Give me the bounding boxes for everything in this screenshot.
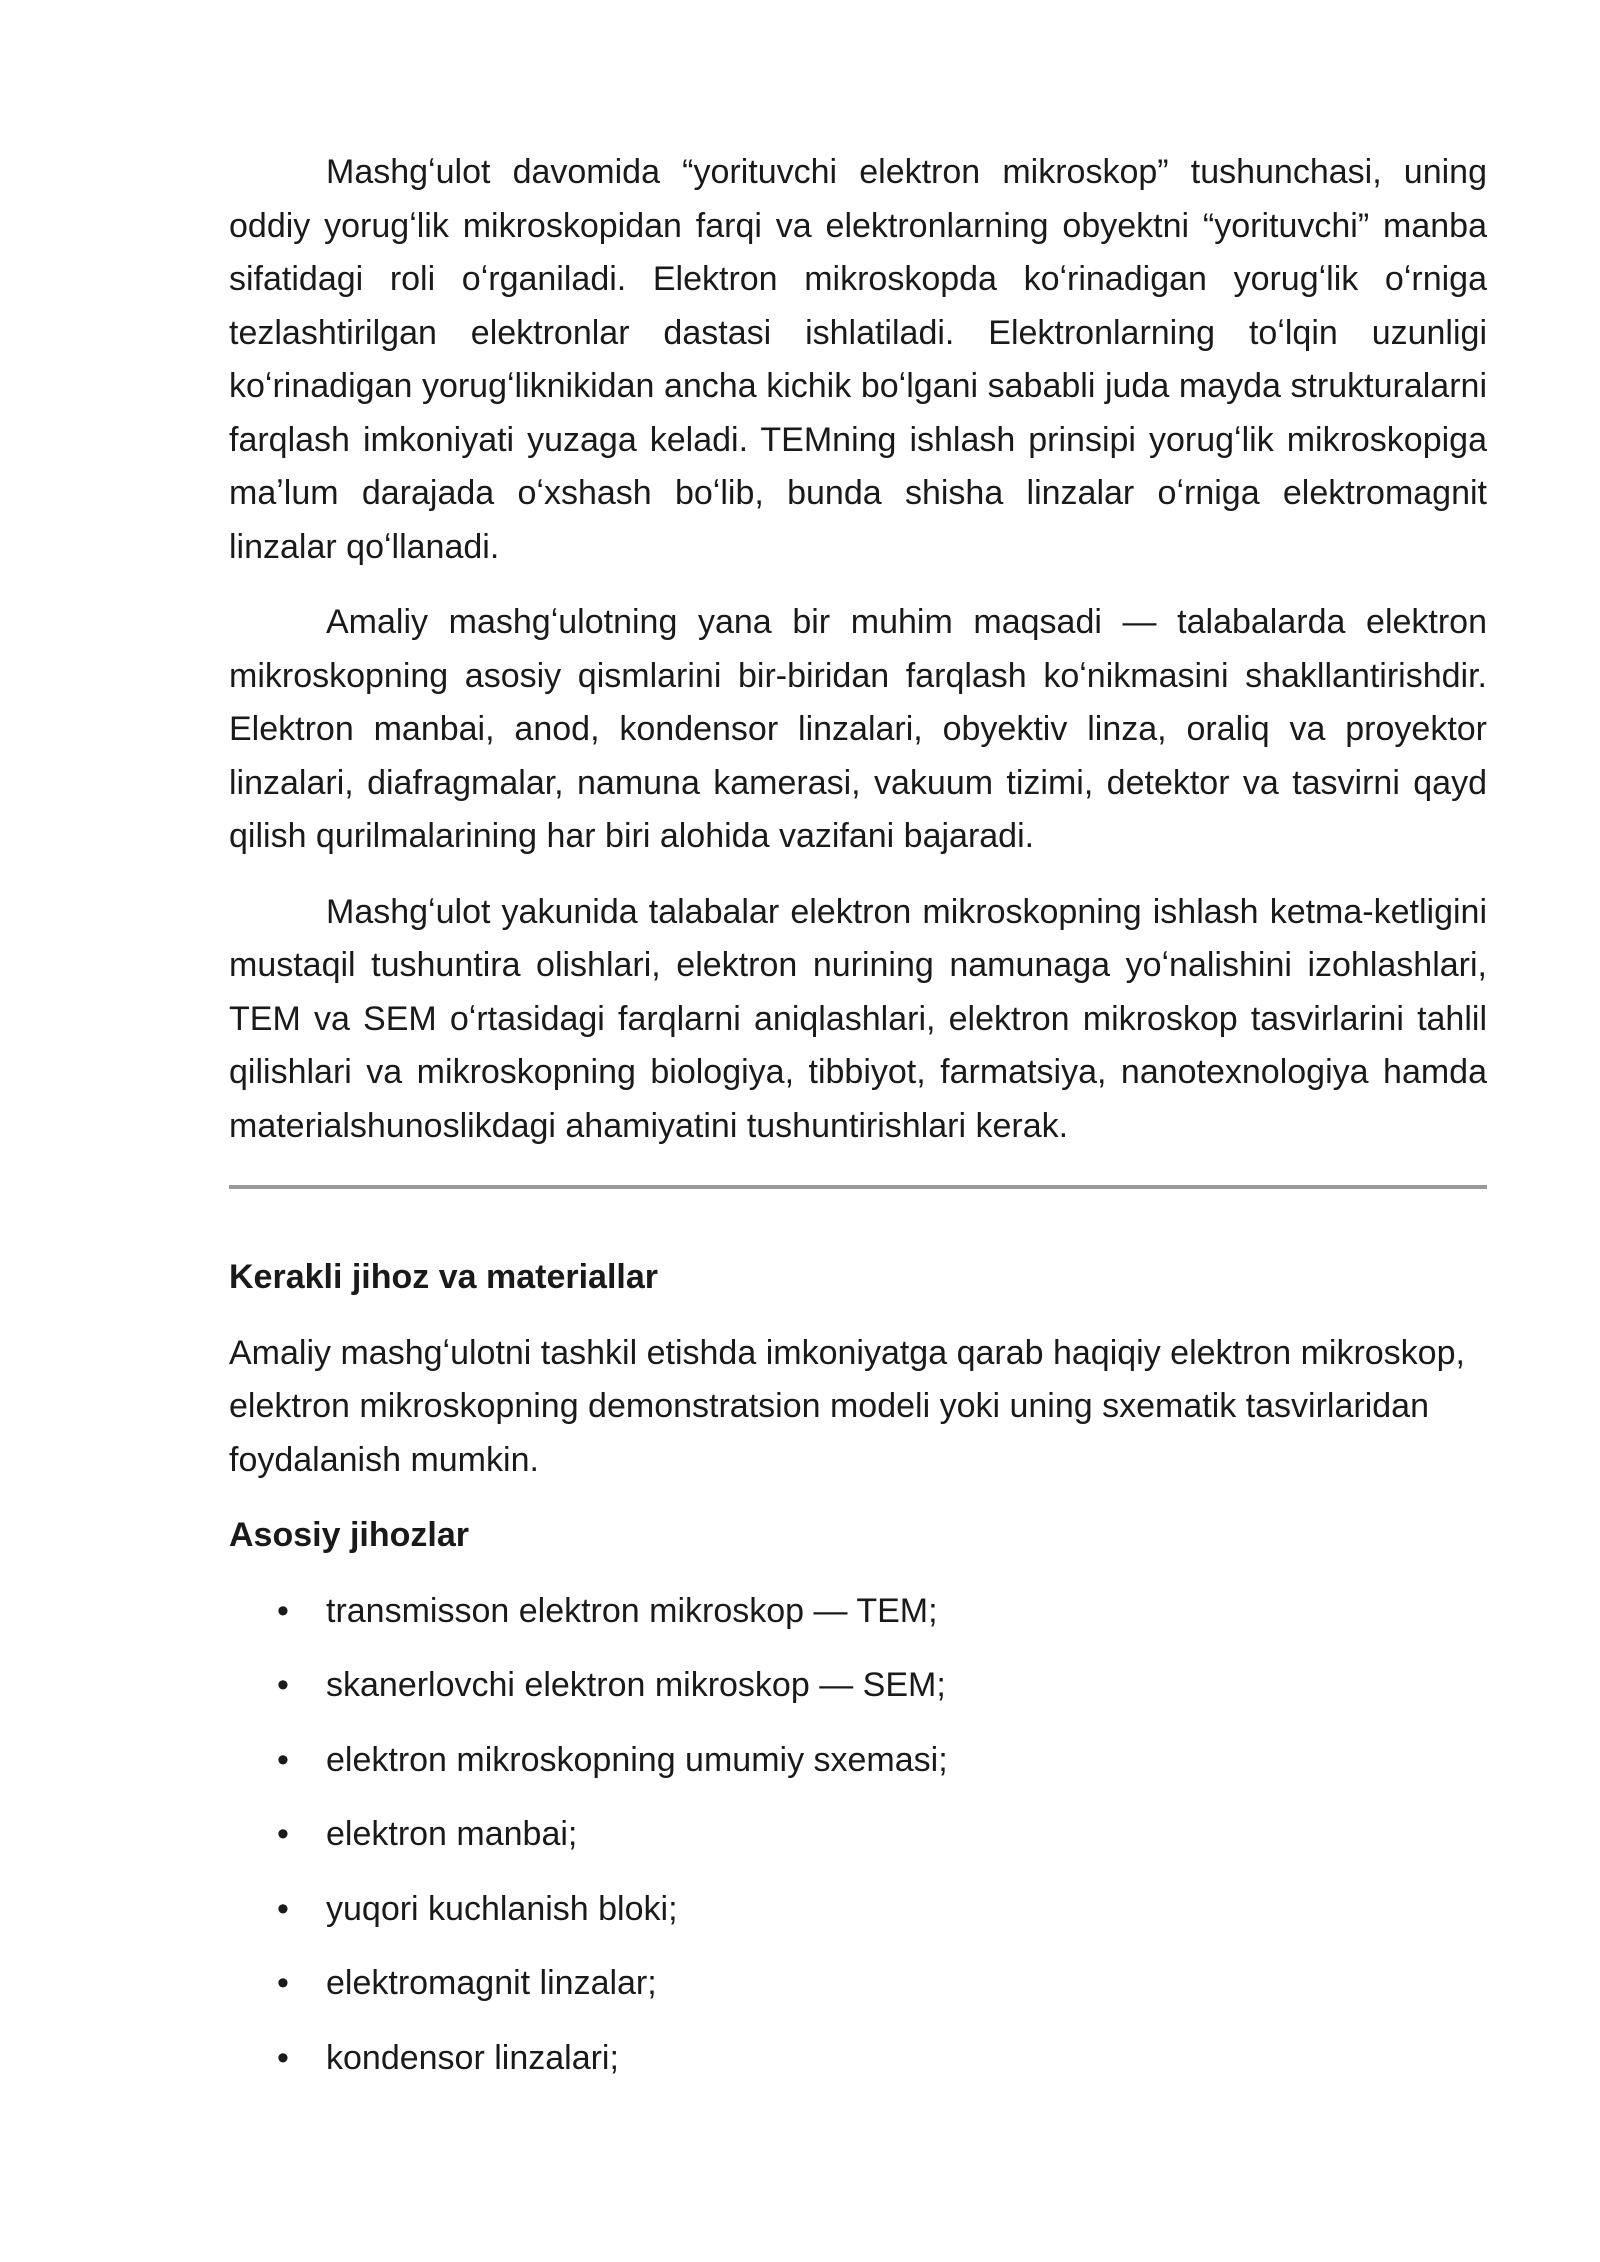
equipment-list-item xyxy=(229,1734,1487,1788)
equipment-item-text: yuqori kuchlanish bloki; xyxy=(326,1889,678,1928)
equipment-list-item xyxy=(229,1883,1487,1937)
bullet-icon: • xyxy=(277,1666,289,1704)
bullet-icon: • xyxy=(277,1815,289,1853)
equipment-item-text: elektron manbai; xyxy=(326,1815,578,1853)
equipment-item-text: elektron mikroskopning umumiy sxemasi; xyxy=(326,1740,948,1779)
equipment-heading: Asosiy jihozlar xyxy=(229,1516,469,1554)
equipment-list-item xyxy=(229,1585,1487,1639)
equipment-item-text: skanerlovchi elektron mikroskop — SEM; xyxy=(326,1666,946,1704)
materials-paragraph: Amaliy mashgʻulotni tashkil etishda imkoniyatga qarab haqiqiy elektron mikroskop, elektron mikroskopning demonstratsion modeli yoki uning sxematik tasvirlaridan foydalanish mumkin. xyxy=(229,1333,1465,1479)
section-divider xyxy=(229,1185,1487,1189)
equipment-item-text: elektromagnit linzalar; xyxy=(326,1964,657,2002)
materials-heading: Kerakli jihoz va materiallar xyxy=(229,1258,658,1296)
equipment-item-text: transmisson elektron mikroskop — TEM; xyxy=(326,1591,938,1630)
equipment-list-item xyxy=(229,1808,1487,1862)
equipment-list-item xyxy=(229,1659,1487,1713)
equipment-list-item xyxy=(229,2032,1487,2086)
intro-paragraph-3: Mashgʻulot yakunida talabalar elektron mikroskopning ishlash ketma-ketligini mustaqil tushuntira olishlari, elektron nurining namunaga yoʻnalishini izohlashlari, TEM va SEM oʻrtasidagi farqlarni aniqlashlari, elektron mikroskop tasvirlarini tahlil qilishlari va mikroskopning biologiya, tibbiyot, farmatsiya, nanotexnologiya hamda materialshunoslikdagi ahamiyatini tushuntirishlari kerak. xyxy=(229,892,1487,1145)
bullet-icon: • xyxy=(277,1889,289,1928)
bullet-icon: • xyxy=(277,1964,289,2002)
document-page xyxy=(229,146,1487,2106)
equipment-item-text: kondensor linzalari; xyxy=(326,2038,619,2077)
equipment-list xyxy=(229,1585,1487,2086)
equipment-list-item xyxy=(229,1957,1487,2011)
bullet-icon: • xyxy=(277,2038,289,2077)
intro-paragraph-2: Amaliy mashgʻulotning yana bir muhim maqsadi — talabalarda elektron mikroskopning asosiy qismlarini bir-biridan farqlash koʻnikmasini shakllantirishdir. Elektron manbai, anod, kondensor linzalari, obyektiv linza, oraliq va proyektor linzalari, diafragmalar, namuna kamerasi, vakuum tizimi, detektor va tasvirni qayd qilish qurilmalarining har biri alohida vazifani bajaradi. xyxy=(229,603,1487,855)
bullet-icon: • xyxy=(277,1591,289,1630)
bullet-icon: • xyxy=(277,1740,289,1779)
intro-paragraph-1: Mashgʻulot davomida “yorituvchi elektron mikroskop” tushunchasi, uning oddiy yorugʻlik mikroskopidan farqi va elektronlarning obyektni “yorituvchi” manba sifatidagi roli oʻrganiladi. Elektron mikroskopda koʻrinadigan yorugʻlik oʻrniga tezlashtirilgan elektronlar dastasi ishlatiladi. Elektronlarning toʻlqin uzunligi koʻrinadigan yorugʻliknikidan ancha kichik boʻlgani sababli juda mayda strukturalarni farqlash imkoniyati yuzaga keladi. TEMning ishlash prinsipi yorugʻlik mikroskopiga maʼlum darajada oʻxshash boʻlib, bunda shisha linzalar oʻrniga elektromagnit linzalar qoʻllanadi. xyxy=(229,153,1487,566)
